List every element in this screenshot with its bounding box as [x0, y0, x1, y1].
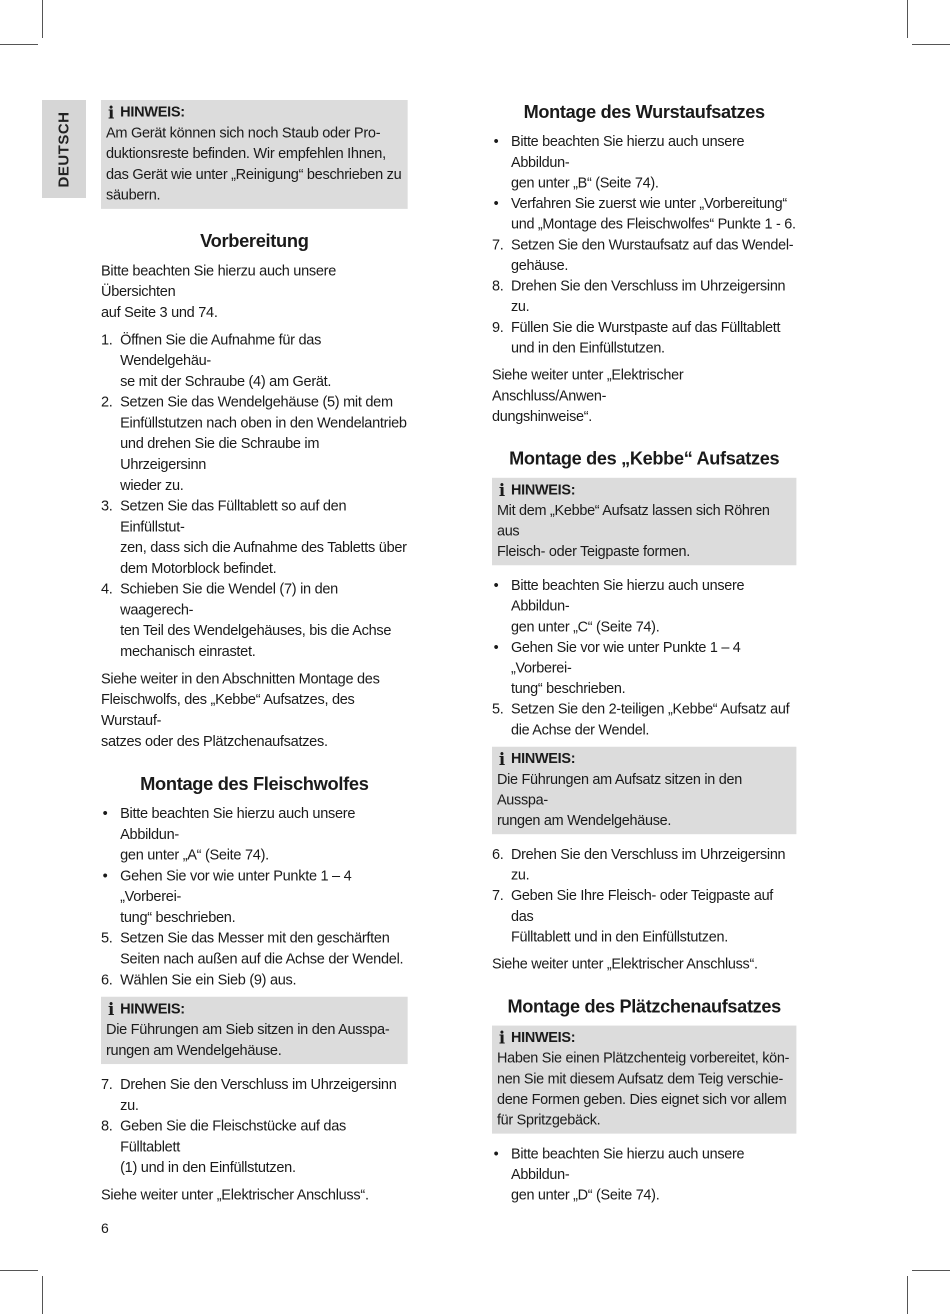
- list-marker: 7.: [492, 236, 504, 253]
- text-line: dem Motorblock befindet.: [120, 559, 277, 577]
- notice-text: [497, 1048, 791, 1130]
- list-marker: 5.: [101, 929, 113, 947]
- text-line: tung“ beschrieben.: [120, 908, 236, 926]
- language-tab: [42, 100, 86, 198]
- instruction-list: [492, 844, 796, 947]
- text-line: Fleischwolfs, des „Kebbe“ Aufsatzes, des Wurstauf-: [101, 690, 355, 729]
- text-line: tung“ beschrieben.: [510, 679, 626, 697]
- info-icon: i: [107, 102, 114, 123]
- list-item: [492, 317, 796, 358]
- list-item: [101, 329, 408, 391]
- text-line: Geben Sie die Fleischstücke auf das Fülltablett: [120, 1117, 347, 1155]
- text-line: Siehe weiter unter „Elektrischer Anschluss“.: [492, 955, 758, 972]
- text-line: satzes oder des Plätzchenaufsatzes.: [101, 732, 328, 750]
- list-marker: •: [102, 804, 108, 822]
- text-line: rungen am Wendelgehäuse.: [496, 811, 672, 829]
- text-line: gehäuse.: [510, 256, 569, 274]
- notice-header: [497, 479, 791, 500]
- text-line: auf Seite 3 und 74.: [101, 303, 218, 321]
- text-line: zen, dass sich die Aufnahme des Tabletts über: [120, 538, 407, 556]
- text-line: Setzen Sie das Fülltablett so auf den Einfüllstut-: [120, 497, 347, 535]
- notice-label: HINWEIS:: [510, 750, 576, 767]
- instruction-list: [492, 1144, 796, 1206]
- notice-text: [497, 769, 791, 831]
- section-heading: Montage des „Kebbe“ Aufsatzes: [509, 448, 780, 469]
- text-line: Fülltablett und in den Einfüllstutzen.: [510, 928, 728, 945]
- text-line: Bitte beachten Sie hierzu auch unsere Abbildun-: [120, 804, 356, 843]
- text-line: Seiten nach außen auf die Achse der Wendel.: [120, 950, 404, 967]
- text-line: Drehen Sie den Verschluss im Uhrzeigersinn: [510, 277, 786, 294]
- list-marker: 9.: [492, 318, 504, 336]
- section-heading: Montage des Fleischwolfes: [140, 773, 369, 794]
- text-line: se mit der Schraube (4) am Gerät.: [120, 372, 332, 390]
- text-line: Schieben Sie die Wendel (7) in den waagerech-: [120, 580, 338, 618]
- list-item: [492, 885, 796, 947]
- text-line: duktionsreste befinden. Wir empfehlen Ihnen,: [105, 144, 386, 162]
- text-line: Drehen Sie den Verschluss im Uhrzeigersinn: [510, 845, 786, 863]
- crop-mark: [42, 1276, 43, 1314]
- notice-label: HINWEIS:: [120, 1000, 185, 1017]
- list-item: [492, 1144, 796, 1206]
- text-line: gen unter „C“ (Seite 74).: [510, 618, 660, 635]
- notice-label: HINWEIS:: [510, 481, 576, 498]
- list-marker: •: [102, 867, 108, 884]
- instruction-list: [101, 329, 408, 661]
- text-line: zu.: [120, 1096, 139, 1114]
- list-marker: 6.: [492, 845, 504, 863]
- list-marker: •: [493, 1145, 499, 1162]
- list-item: [101, 803, 408, 865]
- text-line: Setzen Sie das Wendelgehäuse (5) mit dem: [120, 393, 393, 410]
- list-item: [492, 699, 796, 740]
- list-item: [492, 234, 796, 275]
- crop-mark: [912, 1270, 950, 1271]
- notice-header: [497, 1027, 791, 1048]
- list-marker: 5.: [492, 700, 504, 718]
- language-tab-label: DEUTSCH: [55, 110, 73, 188]
- text-line: Drehen Sie den Verschluss im Uhrzeigersinn: [120, 1075, 397, 1093]
- text-line: Wählen Sie ein Sieb (9) aus.: [120, 970, 297, 988]
- instruction-list: [492, 575, 796, 740]
- list-item: [492, 637, 796, 699]
- info-icon: i: [107, 998, 114, 1019]
- list-marker: •: [493, 638, 499, 656]
- text-line: Füllen Sie die Wurstpaste auf das Fülltablett: [510, 318, 781, 336]
- text-line: Einfüllstutzen nach oben in den Wendelantrieb: [120, 414, 407, 431]
- list-item: [101, 496, 408, 579]
- crop-mark: [912, 44, 950, 45]
- notice-header: [106, 998, 403, 1019]
- notice-text: [497, 500, 791, 562]
- notice-text: [106, 122, 403, 205]
- text-line: und in den Einfüllstutzen.: [510, 339, 665, 356]
- section-heading: Vorbereitung: [200, 230, 309, 252]
- paragraph: [101, 1185, 408, 1206]
- text-line: Fleisch- oder Teigpaste formen.: [496, 542, 690, 560]
- list-item: [492, 193, 796, 234]
- text-line: zu.: [510, 297, 530, 315]
- notice-text: [106, 1019, 403, 1061]
- text-line: gen unter „D“ (Seite 74).: [510, 1186, 660, 1203]
- list-item: [492, 575, 796, 637]
- text-line: Mit dem „Kebbe“ Aufsatz lassen sich Röhren aus: [496, 501, 770, 539]
- list-marker: 2.: [101, 393, 113, 410]
- text-line: Haben Sie einen Plätzchenteig vorbereitet, kön-: [496, 1049, 790, 1066]
- notice-box: [101, 997, 408, 1064]
- list-item: [492, 131, 796, 193]
- text-line: Siehe weiter unter „Elektrischer Anschluss“.: [101, 1186, 369, 1203]
- list-marker: 6.: [101, 970, 113, 988]
- text-line: mechanisch einrastet.: [120, 642, 256, 660]
- text-line: nen Sie mit diesem Aufsatz dem Teig verschie-: [496, 1070, 783, 1087]
- list-marker: 8.: [492, 277, 504, 294]
- notice-header: [497, 748, 791, 769]
- text-line: Siehe weiter in den Abschnitten Montage des: [101, 670, 380, 687]
- section-heading: Montage des Wurstaufsatzes: [523, 101, 765, 123]
- text-line: ten Teil des Wendelgehäuses, bis die Achse: [120, 621, 392, 639]
- list-item: [492, 276, 796, 317]
- left-column: [101, 100, 408, 1212]
- text-line: Setzen Sie den Wurstaufsatz auf das Wendel-: [510, 236, 794, 253]
- text-line: das Gerät wie unter „Reinigung“ beschrieben zu: [105, 165, 402, 183]
- text-line: dene Formen geben. Dies eignet sich vor allem: [496, 1090, 787, 1108]
- text-line: Verfahren Sie zuerst wie unter „Vorbereitung“: [510, 194, 787, 212]
- list-marker: 7.: [492, 886, 504, 904]
- text-line: rungen am Wendelgehäuse.: [105, 1041, 282, 1059]
- list-item: [101, 1074, 408, 1116]
- text-line: Bitte beachten Sie hierzu auch unsere Übersichten: [101, 262, 337, 300]
- list-marker: •: [493, 132, 499, 150]
- text-line: Setzen Sie den 2-teiligen „Kebbe“ Aufsatz auf: [510, 700, 790, 718]
- list-item: [101, 1116, 408, 1178]
- text-line: Bitte beachten Sie hierzu auch unsere Abbildun-: [510, 132, 745, 171]
- text-line: gen unter „A“ (Seite 74).: [120, 846, 269, 863]
- instruction-list: [101, 803, 408, 990]
- list-marker: 4.: [101, 580, 113, 597]
- text-line: und „Montage des Fleischwolfes“ Punkte 1 - 6.: [510, 215, 796, 232]
- instruction-list: [101, 1074, 408, 1178]
- crop-mark: [42, 0, 43, 38]
- text-line: Bitte beachten Sie hierzu auch unsere Abbildun-: [510, 576, 745, 614]
- list-marker: •: [493, 576, 499, 594]
- list-item: [101, 969, 408, 990]
- notice-box: [492, 478, 796, 565]
- crop-mark: [0, 1270, 38, 1271]
- text-line: (1) und in den Einfüllstutzen.: [120, 1158, 296, 1176]
- right-column: [492, 100, 796, 1212]
- list-item: [101, 392, 408, 496]
- text-line: und drehen Sie die Schraube im Uhrzeigersinn: [120, 434, 320, 473]
- notice-label: HINWEIS:: [510, 1028, 576, 1046]
- page-number: 6: [101, 1220, 109, 1236]
- text-line: Gehen Sie vor wie unter Punkte 1 – 4 „Vorberei-: [120, 867, 352, 905]
- info-icon: i: [498, 479, 505, 500]
- list-marker: 3.: [101, 497, 113, 514]
- text-line: Bitte beachten Sie hierzu auch unsere Abbildun-: [510, 1145, 745, 1183]
- text-line: Gehen Sie vor wie unter Punkte 1 – 4 „Vorberei-: [510, 638, 741, 676]
- text-line: Öffnen Sie die Aufnahme für das Wendelgehäu-: [120, 331, 322, 369]
- text-line: Geben Sie Ihre Fleisch- oder Teigpaste auf das: [510, 886, 774, 925]
- list-item: [492, 844, 796, 885]
- notice-box: [492, 1026, 796, 1134]
- section-heading: Montage des Plätzchenaufsatzes: [507, 995, 781, 1017]
- list-marker: 1.: [101, 331, 113, 348]
- info-icon: i: [498, 748, 505, 769]
- list-marker: 7.: [101, 1075, 113, 1093]
- text-line: Siehe weiter unter „Elektrischer Anschluss/Anwen-: [492, 366, 684, 404]
- text-line: Am Gerät können sich noch Staub oder Pro-: [105, 124, 381, 141]
- crop-mark: [0, 44, 38, 45]
- paragraph: [101, 668, 408, 751]
- crop-mark: [907, 0, 908, 38]
- paragraph: [492, 365, 796, 427]
- text-line: für Spritzgebäck.: [496, 1111, 601, 1128]
- notice-box: [101, 100, 408, 209]
- text-line: dungshinweise“.: [492, 407, 592, 425]
- list-marker: •: [493, 194, 499, 212]
- notice-label: HINWEIS:: [120, 103, 185, 120]
- notice-header: [106, 102, 403, 123]
- notice-box: [492, 747, 796, 834]
- text-line: die Achse der Wendel.: [510, 721, 650, 738]
- text-line: zu.: [510, 866, 530, 883]
- list-marker: 8.: [101, 1117, 113, 1134]
- paragraph: [101, 260, 408, 322]
- text-line: Setzen Sie das Messer mit den geschärften: [120, 929, 390, 947]
- list-item: [101, 579, 408, 662]
- text-line: Die Führungen am Aufsatz sitzen in den Ausspa-: [496, 770, 742, 808]
- list-item: [101, 928, 408, 970]
- text-line: säubern.: [105, 186, 161, 204]
- paragraph: [492, 954, 796, 975]
- list-item: [101, 865, 408, 927]
- text-line: gen unter „B“ (Seite 74).: [510, 174, 659, 191]
- crop-mark: [907, 1276, 908, 1314]
- instruction-list: [492, 131, 796, 358]
- text-line: wieder zu.: [120, 476, 184, 494]
- text-line: Die Führungen am Sieb sitzen in den Ausspa-: [105, 1020, 390, 1038]
- info-icon: i: [498, 1027, 505, 1048]
